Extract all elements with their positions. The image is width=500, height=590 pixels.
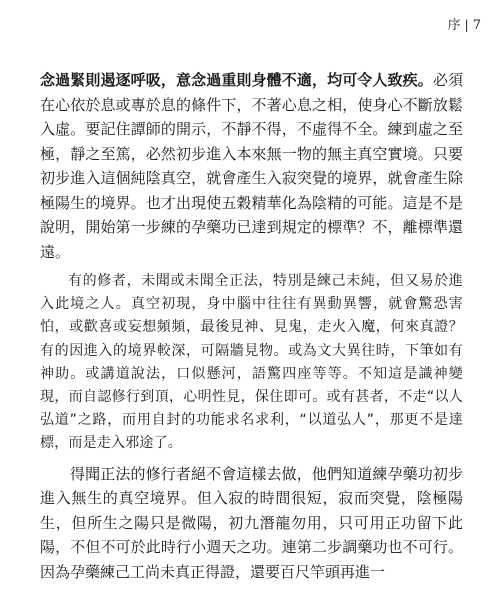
body-text <box>40 68 463 590</box>
chapter-label: 序 <box>447 18 462 33</box>
header-separator: | <box>464 18 470 32</box>
paragraph-3: 得聞正法的修行者絕不會這樣去做，他們知道練孕藥功初步進入無生的真空境界。但入寂的時間很短，寂而突覺，陰極陽生，但所生之陽只是微陽，初九潛龍勿用，只可用正功留下此陽，不但不可於此時行小週天之功。連第二步調藥功也不可行。因為孕藥練己工尚未真正得證，還要百尺竿頭再進一 <box>40 464 463 581</box>
paragraph-1-bold-lead: 念過緊則遏逐呼吸，意念過重則身體不適，均可令人致疾。 <box>40 71 433 89</box>
paragraph-1-text: 必須在心依於息或專於息的條件下，不著心息之相，使身心不斷放鬆入虛。要記住譚師的開示，不靜不得，不虛得不全。練到虛之至極，靜之至篤，必然初步進入本來無一物的無主真空實境。只要初步進入這個純陰真空，就會產生入寂突覺的境界，就會產生除極陽生的境界。也才出現使五穀精華化為陰精的可能。這是不是說明，開始第一步練的孕藥功已達到規定的標準？不，離標準還遠。 <box>40 71 463 261</box>
page-header <box>448 14 482 33</box>
page-number: 7 <box>472 18 482 33</box>
paragraph-1 <box>40 68 463 264</box>
paragraph-2: 有的修者，未聞或未聞全正法，特別是練己未純，但又易於進入此境之人。真空初現，身中腦中往往有異動異響，就會驚恐害怕，或歡喜或妄想頻頻，最後見神、見鬼，走火入魔，何來真證？有的因進入的境界較深，可隔牆見物。或為文大異往時，下筆如有神助。或講道說法，口似懸河，語驚四座等等。不知這是識神變現，而自認修行到頂，心明性見，保住即可。或有甚者，不走“以人弘道”之路，而用自封的功能求名求利，“以道弘人”，那更不是達標，而是走入邪途了。 <box>40 273 463 452</box>
